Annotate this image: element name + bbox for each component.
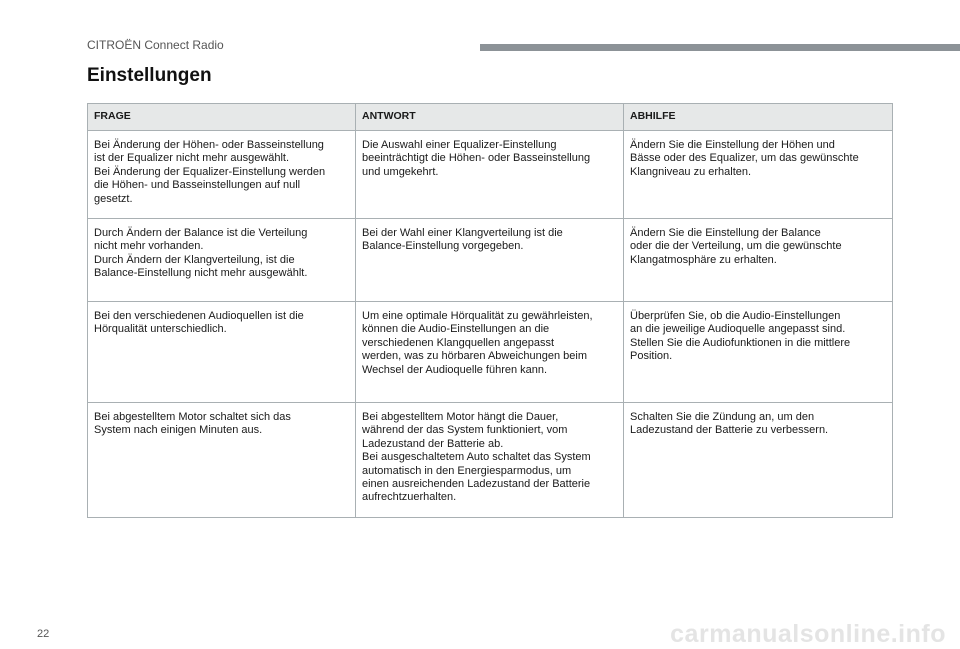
cell-remedy: Überprüfen Sie, ob die Audio-Einstellungen an die jeweilige Audioquelle angepasst sind. Stellen Sie die Audiofunktionen in die mittlere Position.	[624, 302, 893, 403]
header-accent-bar	[480, 44, 960, 51]
column-header-antwort: ANTWORT	[356, 104, 624, 131]
cell-answer: Um eine optimale Hörqualität zu gewährleisten, können die Audio-Einstellungen an die verschiedenen Klangquellen angepasst werden, was zu hörbaren Abweichungen beim Wechsel der Audioquelle führen kann.	[356, 302, 624, 403]
cell-remedy: Schalten Sie die Zündung an, um den Ladezustand der Batterie zu verbessern.	[624, 403, 893, 518]
troubleshooting-table	[87, 103, 893, 518]
table-row	[88, 131, 893, 219]
cell-answer: Bei abgestelltem Motor hängt die Dauer, während der das System funktioniert, vom Ladezustand der Batterie ab. Bei ausgeschaltetem Auto schaltet das System automatisch in den Energiesparmodus, um einen ausreichenden Ladezustand der Batterie aufrechtzuerhalten.	[356, 403, 624, 518]
cell-question: Bei den verschiedenen Audioquellen ist die Hörqualität unterschiedlich.	[88, 302, 356, 403]
column-header-frage: FRAGE	[88, 104, 356, 131]
page-number: 22	[37, 628, 50, 640]
cell-remedy: Ändern Sie die Einstellung der Balance oder die der Verteilung, um die gewünschte Klangatmosphäre zu erhalten.	[624, 219, 893, 302]
cell-answer: Die Auswahl einer Equalizer-Einstellung beeinträchtigt die Höhen- oder Basseinstellung und umgekehrt.	[356, 131, 624, 219]
watermark: carmanualsonline.info	[670, 620, 946, 648]
page-title: Einstellungen	[87, 65, 212, 86]
table-row	[88, 219, 893, 302]
brand-label: CITROËN Connect Radio	[87, 38, 224, 52]
cell-answer: Bei der Wahl einer Klangverteilung ist die Balance-Einstellung vorgegeben.	[356, 219, 624, 302]
cell-remedy: Ändern Sie die Einstellung der Höhen und Bässe oder des Equalizer, um das gewünschte Klangniveau zu erhalten.	[624, 131, 893, 219]
column-header-abhilfe: ABHILFE	[624, 104, 893, 131]
cell-question: Bei Änderung der Höhen- oder Basseinstellung ist der Equalizer nicht mehr ausgewählt. Bei Änderung der Equalizer-Einstellung werden die Höhen- und Basseinstellungen auf null gesetzt.	[88, 131, 356, 219]
table-row	[88, 403, 893, 518]
cell-question: Durch Ändern der Balance ist die Verteilung nicht mehr vorhanden. Durch Ändern der Klangverteilung, ist die Balance-Einstellung nicht mehr ausgewählt.	[88, 219, 356, 302]
cell-question: Bei abgestelltem Motor schaltet sich das System nach einigen Minuten aus.	[88, 403, 356, 518]
table-row	[88, 302, 893, 403]
table-header-row	[88, 104, 893, 131]
